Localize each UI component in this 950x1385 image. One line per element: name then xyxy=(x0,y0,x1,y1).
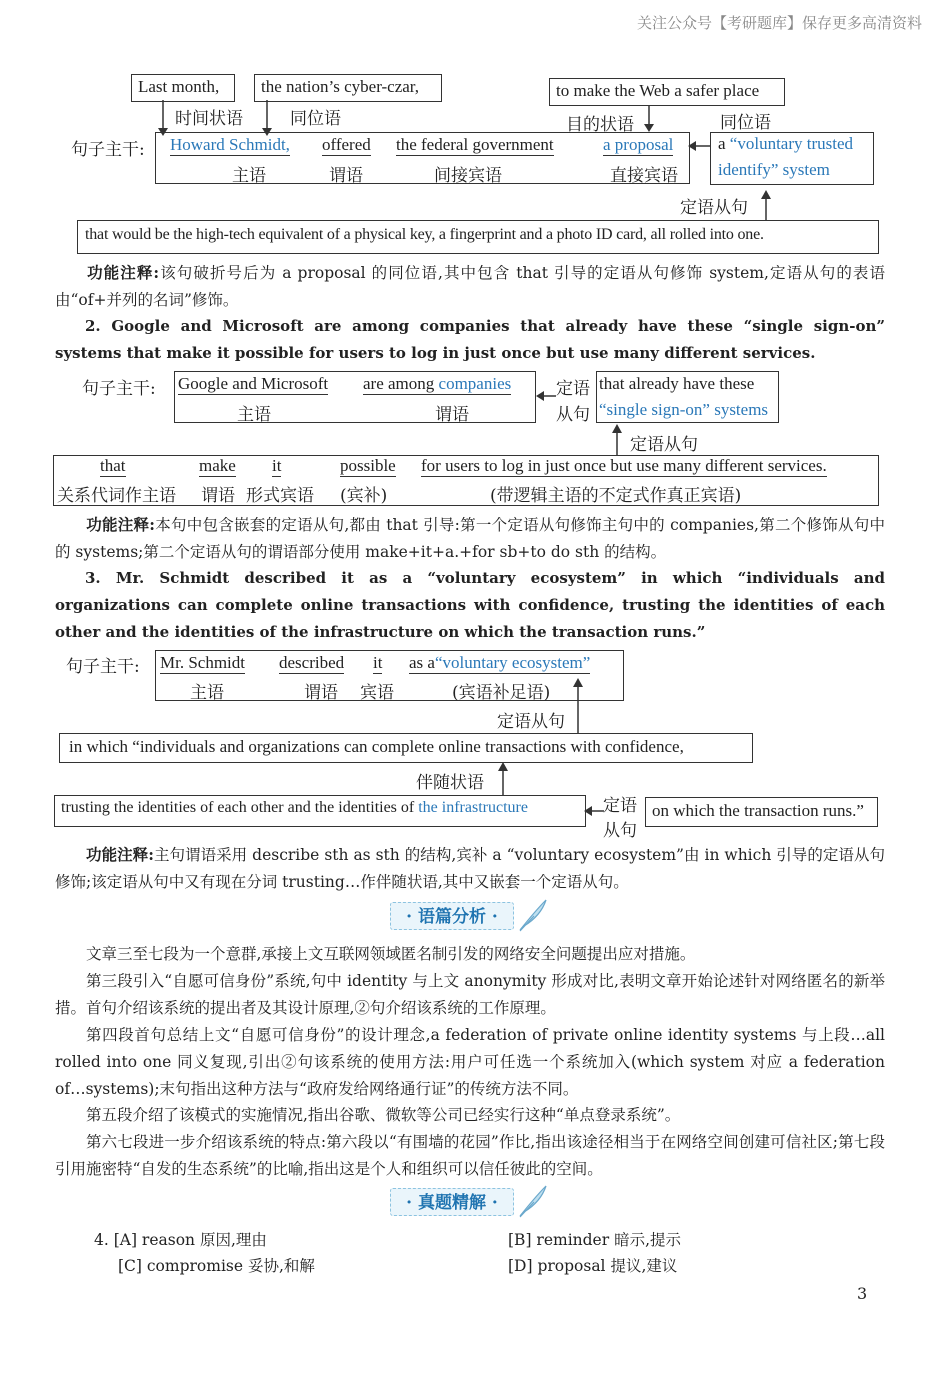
s3-object: it xyxy=(373,653,383,672)
s1-dir-object-label: 直接宾语 xyxy=(610,166,678,186)
s3-predicate-label: 谓语 xyxy=(304,683,338,703)
s1-label-purpose: 目的状语 xyxy=(566,115,634,135)
s2-lab-formal: 形式宾语 xyxy=(246,486,314,506)
s2-note: 功能注释:本句中包含嵌套的定语从句,都由 that 引导:第一个定语从句修饰主句中的 companies,第二个修饰从句中的 systems;第二个定语从句的谓语部分使用 make+it+a.+for sb+to do sth 的结构。 xyxy=(55,515,885,561)
s2-attr-label1: 定语 xyxy=(556,379,590,399)
s1-predicate: offered xyxy=(322,135,371,154)
s2-row-it: it xyxy=(272,456,282,475)
s1-box-last-month: Last month, xyxy=(131,74,235,102)
s3-sentence: 3. Mr. Schmidt described it as a “voluntary ecosystem” in which “individuals and organizations can complete online transactions with confidence, trusting the identities of each other and the identities of the infrastructure on which the transaction runs.” xyxy=(55,569,885,641)
s3-clause-box: in which “individuals and organizations can complete online transactions with confidence, xyxy=(59,733,753,763)
s3-object-label: 宾语 xyxy=(360,683,394,703)
s1-label-appos: 同位语 xyxy=(290,109,341,129)
quill-icon xyxy=(516,898,550,934)
s2-lab-pred: 谓语 xyxy=(201,486,235,506)
s3-clause-label: 定语从句 xyxy=(497,712,565,732)
s3-attr-label2: 从句 xyxy=(603,821,637,841)
s2-clause-label: 定语从句 xyxy=(630,435,698,455)
s1-ind-object-label: 间接宾语 xyxy=(434,166,502,186)
s2-lab-infinitive: (带逻辑主语的不定式作真正宾语) xyxy=(490,486,742,506)
s3-last-box: on which the transaction runs.” xyxy=(645,797,878,827)
answers-header: · 真题精解 · xyxy=(390,1188,514,1216)
option-b: [B] reminder 暗示,提示 xyxy=(508,1231,681,1249)
quill-icon-2 xyxy=(516,1184,550,1220)
s2-attr-label2: 从句 xyxy=(556,405,590,425)
s2-lab-complement: (宾补) xyxy=(340,486,388,506)
s1-trunk-label: 句子主干: xyxy=(71,140,145,160)
option-d: [D] proposal 提议,建议 xyxy=(508,1257,678,1275)
s1-ind-object: the federal government xyxy=(396,135,554,154)
s3-adv-label: 伴随状语 xyxy=(416,773,484,793)
option-a: 4. [A] reason 原因,理由 xyxy=(94,1231,267,1249)
analysis-p4: 第五段介绍了该模式的实施情况,指出谷歌、微软等公司已经实行这种“单点登录系统”。 xyxy=(86,1106,681,1124)
s2-lab-rel: 关系代词作主语 xyxy=(57,486,176,506)
s1-note: 功能注释:该句破折号后为 a proposal 的同位语,其中包含 that 引导的定语从句修饰 system,定语从句的表语由“of+并列的名词”修饰。 xyxy=(55,263,885,309)
s3-trust-text: trusting the identities of each other and the identities of the infrastructure xyxy=(61,799,528,816)
s2-row-for-users: for users to log in just once but use many different services. xyxy=(421,456,827,475)
s1-box-make-web: to make the Web a safer place xyxy=(549,78,785,106)
analysis-p3: 第四段首句总结上文“自愿可信身份”的设计理念,a federation of private online identity systems 与上段…all rolled into one 同义复现,引出②句该系统的使用方法:用户可任选一个系统加入(which system 对应 a federation of…systems);末句指出这种方法与“政府发给网络通行证”的传统方法不同。 xyxy=(55,1026,885,1098)
analysis-header: · 语篇分析 · xyxy=(390,902,514,930)
s1-label-appos2: 同位语 xyxy=(720,113,771,133)
s1-predicate-label: 谓语 xyxy=(329,166,363,186)
s3-attr-label1: 定语 xyxy=(603,796,637,816)
s1-label-time: 时间状语 xyxy=(175,109,243,129)
s2-row-that: that xyxy=(100,456,126,475)
s1-clause-box: that would be the high-tech equivalent of a physical key, a fingerprint and a photo ID card, all rolled into one. xyxy=(77,220,879,254)
s2-rel-line2: “single sign-on” systems xyxy=(599,400,769,419)
header-watermark: 关注公众号【考研题库】保存更多高清资料 xyxy=(636,14,922,32)
analysis-p1: 文章三至七段为一个意群,承接上文互联网领域匿名制引发的网络安全问题提出应对措施。 xyxy=(86,945,696,963)
s3-subject: Mr. Schmidt xyxy=(160,653,246,672)
page-number: 3 xyxy=(857,1284,868,1303)
s2-rel-line1: that already have these xyxy=(599,374,755,393)
s2-subject: Google and Microsoft xyxy=(178,374,329,393)
s3-trunk-label: 句子主干: xyxy=(66,657,140,677)
s2-row-possible: possible xyxy=(340,456,396,475)
s1-appos-line1: a “voluntary trusted xyxy=(718,134,854,153)
s2-predicate-label: 谓语 xyxy=(435,405,469,425)
analysis-p5: 第六七段进一步介绍该系统的特点:第六段以“有围墙的花园”作比,指出该途径相当于在网络空间创建可信社区;第七段引用施密特“自发的生态系统”的比喻,指出这是个人和组织可以信任彼此的空间。 xyxy=(55,1133,885,1178)
s1-box-cyber-czar: the nation’s cyber-czar, xyxy=(254,74,442,102)
s2-subject-label: 主语 xyxy=(237,405,271,425)
s2-trunk-label: 句子主干: xyxy=(82,379,156,399)
s1-subject: Howard Schmidt, xyxy=(170,135,290,154)
s1-appos-line2: identify” system xyxy=(718,160,830,179)
s3-note: 功能注释:主句谓语采用 describe sth as sth 的结构,宾补 a “voluntary ecosystem”由 in which 引导的定语从句修饰;该定语从句中又有现在分词 trusting…作伴随状语,其中又嵌套一个定语从句。 xyxy=(55,845,885,891)
analysis-p2: 第三段引入“自愿可信身份”系统,句中 identity 与上文 anonymity 形成对比,表明文章开始论述针对网络匿名的新举措。首句介绍该系统的提出者及其设计原理,②句介绍该系统的工作原理。 xyxy=(55,972,885,1017)
s1-dir-object: a proposal xyxy=(603,135,674,154)
s3-predicate: described xyxy=(279,653,345,672)
s3-complement-label: (宾语补足语) xyxy=(452,683,551,703)
s2-predicate: are among companies xyxy=(363,374,512,393)
option-c: [C] compromise 妥协,和解 xyxy=(118,1257,315,1275)
s2-sentence: 2. Google and Microsoft are among companies that already have these “single sign-on” systems that make it possible for users to log in just once but use many different services. xyxy=(55,317,885,362)
s3-complement: as a“voluntary ecosystem” xyxy=(409,653,591,672)
s3-subject-label: 主语 xyxy=(190,683,224,703)
s1-clause-label: 定语从句 xyxy=(680,198,748,218)
s1-subject-label: 主语 xyxy=(232,166,266,186)
s2-row-make: make xyxy=(199,456,236,475)
